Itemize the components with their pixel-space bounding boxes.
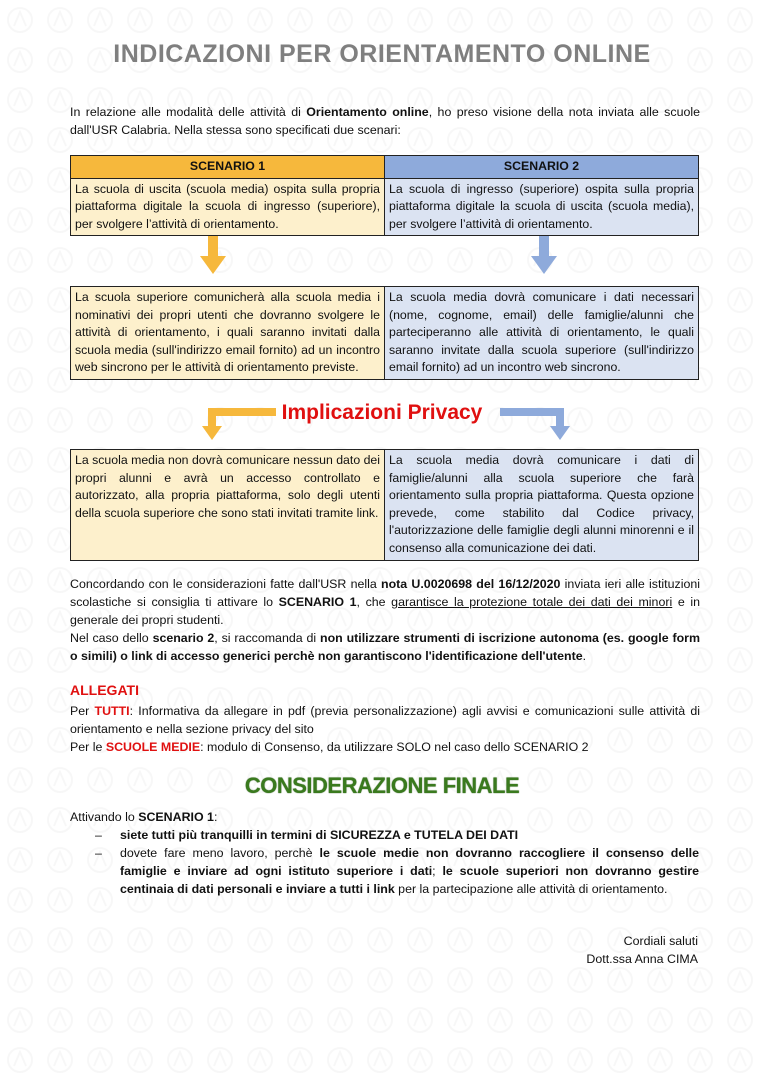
conclusion-paragraph: Concordando con le considerazioni fatte dall'USR nella nota U.0020698 del 16/12/2020 inviata ieri alle istituzioni scolastiche si consiglia ti attivare lo SCENARIO 1, che garantisce la protezione totale dei dati dei minori e in generale dei propri studenti. Nel caso dello scenario 2, si raccomanda di non utilizzare strumenti di iscrizione autonoma (es. google form o simili) o link di accesso generici perchè non garantiscono l'identificazione dell'utente. [70,577,700,663]
signature-block [586,932,698,968]
final-lead: Attivando lo SCENARIO 1: [70,810,218,824]
scenario-table-middle [70,286,699,380]
arrow-down-orange-icon [200,236,226,276]
intro-paragraph: In relazione alle modalità delle attività di Orientamento online, ho preso visione della nota inviata alle scuole dall'USR Calabria. Nella stessa sono specificati due scenari: [70,105,700,137]
scenario-2-procedure: La scuola media dovrà comunicare i dati necessari (nome, cognome, email) delle famiglie/alunni che parteciperanno alle attività di orientamento, le quali saranno invitate dalla scuola superiore (sull'indirizzo email fornito) ad un incontro web sincrono. [385,287,699,380]
privacy-heading: Implicazioni Privacy [281,401,483,424]
final-heading: CONSIDERAZIONE FINALE [244,773,520,798]
scenario-1-privacy: La scuola media non dovrà comunicare nessun dato dei propri alunni e avrà un accesso controllato e autorizzato, alla propria piattaforma, solo degli utenti della scuola superiore che sono stati invitati tramite link. [71,450,385,561]
final-bullet-list [95,826,699,898]
scenario-1-header: SCENARIO 1 [71,156,385,179]
signatory-name: Dott.ssa Anna CIMA [586,952,698,966]
scenario-table-privacy [70,449,699,561]
scenario-1-procedure: La scuola superiore comunicherà alla scuola media i nominativi dei propri utenti che dovranno svolgere le attività di orientamento, i quali saranno invitati dalla scuola media (sull'indirizzo email fornito) ad un incontro web sincrono per le attività di orientamento previste. [71,287,385,380]
list-item: – siete tutti più tranquilli in termini di SICUREZZA e TUTELA DEI DATI [95,828,519,842]
scenario-2-description: La scuola di ingresso (superiore) ospita sulla propria piattaforma digitale la scuola di uscita (scuola media), per svolgere l’attività di orientamento. [385,178,699,236]
scenario-2-header: SCENARIO 2 [385,156,699,179]
greeting: Cordiali saluti [623,934,698,948]
page-title: INDICAZIONI PER ORIENTAMENTO ONLINE [113,40,651,68]
scenario-2-privacy: La scuola media dovrà comunicare i dati di famiglie/alunni alla scuola superiore che farà orientamento sulla propria piattaforma. Questa opzione prevede, come stabilito dal Codice privacy, l'autorizzazione delle famiglie degli alunni minorenni e il consenso alla comunicazione dei dati. [385,450,699,561]
scenario-table-top [70,155,699,236]
scenario-1-description: La scuola di uscita (scuola media) ospita sulla propria piattaforma digitale la scuola di ingresso (superiore), per svolgere l’attività di orientamento. [71,178,385,236]
arrow-privacy-blue-icon [500,404,572,442]
allegati-list: Per TUTTI: Informativa da allegare in pdf (previa personalizzazione) agli avvisi e comunicazioni sulle attività di orientamento e nella sezione privacy del sito Per le SCUOLE MEDIE: modulo di Consenso, da utilizzare SOLO nel caso dello SCENARIO 2 [70,704,700,754]
allegati-heading: ALLEGATI [70,682,139,698]
list-item: – dovete fare meno lavoro, perchè le scuole medie non dovranno raccogliere il consenso delle famiglie e inviare ad ogni istituto superiore i dati; le scuole superiori non dovranno gestire centinaia di dati personali e inviare a tutti i link per la partecipazione alle attività di orientamento. [95,846,699,896]
arrow-down-blue-icon [531,236,557,276]
